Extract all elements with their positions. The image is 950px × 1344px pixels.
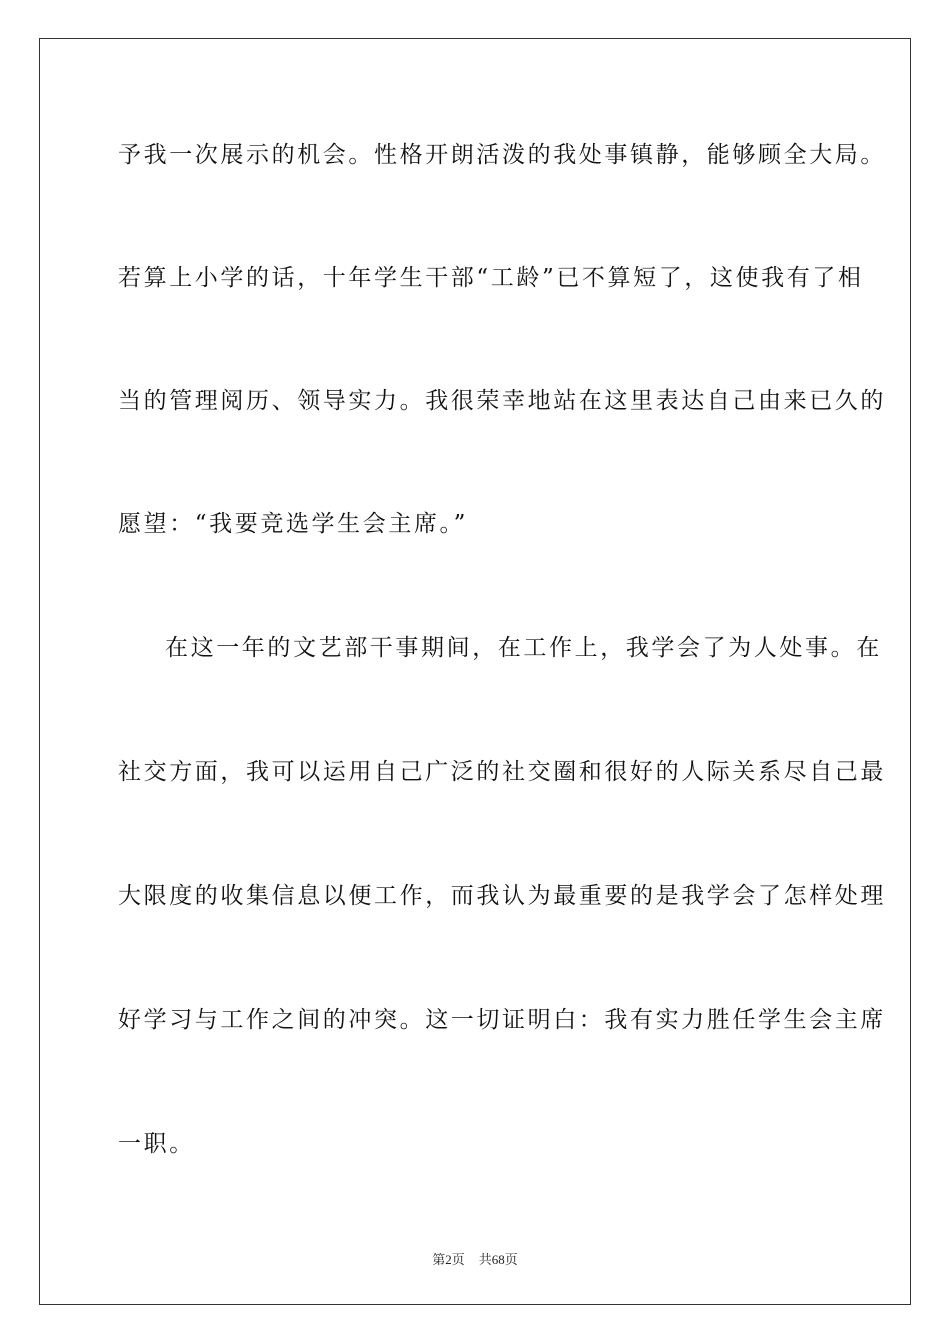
body-text-line-8: 好学习与工作之间的冲突。这一切证明白：我有实力胜任学生会主席 — [118, 1007, 886, 1033]
body-text-line-6: 社交方面，我可以运用自己广泛的社交圈和很好的人际关系尽自己最 — [118, 759, 886, 785]
body-text-line-9: 一职。 — [118, 1131, 195, 1157]
body-text-line-1: 予我一次展示的机会。性格开朗活泼的我处事镇静，能够顾全大局。 — [118, 142, 886, 168]
page-number: 第2页 — [432, 1252, 465, 1267]
body-text-line-4: 愿望：“我要竞选学生会主席。” — [118, 511, 469, 537]
body-text-line-2: 若算上小学的话，十年学生干部“工龄”已不算短了，这使我有了相 — [118, 265, 864, 291]
body-text-line-7: 大限度的收集信息以便工作，而我认为最重要的是我学会了怎样处理 — [118, 883, 886, 909]
page-border — [39, 38, 911, 1305]
body-text-line-3: 当的管理阅历、领导实力。我很荣幸地站在这里表达自己由来已久的 — [118, 388, 886, 414]
body-text-line-5: 在这一年的文艺部干事期间，在工作上，我学会了为人处事。在 — [165, 635, 882, 661]
page-footer — [0, 1249, 950, 1268]
page-total: 共68页 — [478, 1252, 518, 1267]
